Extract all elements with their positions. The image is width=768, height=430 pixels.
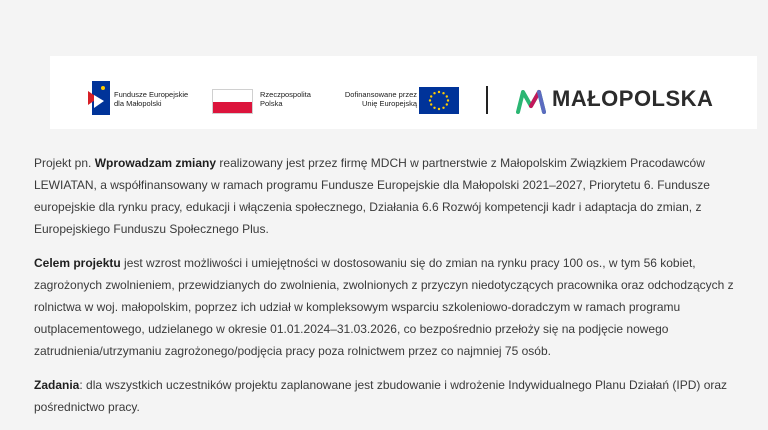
goal-heading: Celem projektu (34, 256, 121, 270)
fe-line2: dla Małopolski (114, 99, 162, 108)
funding-logo-bar (50, 56, 757, 129)
dof-line2: Unię Europejską (361, 99, 417, 108)
tasks-heading: Zadania (34, 378, 80, 392)
logo-separator (486, 86, 488, 114)
rp-line2: Polska (260, 99, 283, 108)
fe-line1: Fundusze Europejskie (114, 90, 189, 99)
malopolska-brand-text: MAŁOPOLSKA (552, 86, 714, 111)
eu-flag-icon (419, 87, 459, 114)
paragraph-project-tasks: Zadania: dla wszystkich uczestników projektu zaplanowane jest zbudowanie i wdrożenie Indywidualnego Planu Działań (IPD) oraz pośrednictwo pracy. (34, 378, 728, 414)
project-name: Wprowadzam zmiany (94, 156, 217, 170)
rp-line1: Rzeczpospolita (260, 90, 311, 99)
dof-line1: Dofinansowane przez (344, 90, 417, 99)
project-description (34, 152, 739, 430)
dofinansowane-label (332, 90, 417, 108)
paragraph-project-intro: Projekt pn. Wprowadzam zmiany realizowany jest przez firmę MDCH w partnerstwie z Małopolskim Związkiem Pracodawców LEWIATAN, a współfinansowany w ramach programu Fundusze Europejskie dla Małopolski 2021–2027, Priorytetu 6. Fundusze europejskie dla rynku pracy, edukacji i włączenia społecznego, Działania 6.6 Rozwój kompetencji kadr i adaptacja do zmian, z Europejskiego Funduszu Społecznego Plus. (34, 156, 710, 236)
malopolska-logo-icon (516, 88, 546, 114)
paragraph-project-goal: Celem projektu jest wzrost możliwości i umiejętności w dostosowaniu się do zmian na rynku pracy 100 os., w tym 56 kobiet, zagrożonych zwolnieniem, przewidzianych do zwolnienia, zwolnionych z przyczyn niedotyczących pracownika oraz odchodzących z rolnictwa w woj. małopolskim, poprzez ich udział w kompleksowym wsparciu szkoleniowo-doradczym w ramach programu outplacementowego, udzielanego w okresie 01.01.2024–31.03.2026, co bezpośrednio przełoży się na podjęcie nowego zatrudnienia/utrzymaniu zagrożonego/podjęcia pracy poza rolnictwem przez co najmniej 75 osób. (34, 256, 734, 358)
rzeczpospolita-label (260, 90, 340, 108)
poland-flag-icon (212, 89, 253, 114)
fundusze-europejskie-logo-icon (88, 81, 110, 115)
